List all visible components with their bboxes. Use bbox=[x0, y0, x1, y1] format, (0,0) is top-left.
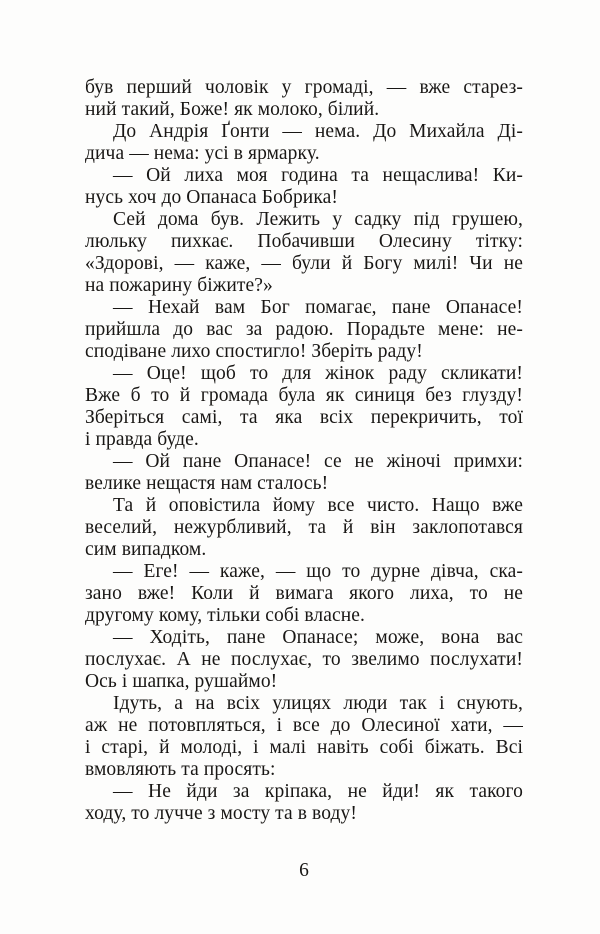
text-line: До Андрія Ґонти — нема. До Михайла Ді- bbox=[113, 121, 523, 142]
text-line: — Ой лиха моя година та нещаслива! Ки- bbox=[113, 165, 523, 186]
text-line: і старі, й молоді, і малі навіть собі біжать. Всі bbox=[85, 737, 523, 758]
text-line: зано вже! Коли й вимага якого лиха, то не bbox=[85, 583, 523, 604]
text-line: — Еге! — каже, — що то дурне дівча, ска- bbox=[113, 561, 523, 582]
text-line: Та й оповістила йому все чисто. Нащо вже bbox=[113, 495, 523, 516]
text-line: Сей дома був. Лежить у садку під грушею, bbox=[113, 209, 523, 230]
text-line: — Ходіть, пане Опанасе; може, вона вас bbox=[113, 627, 523, 648]
text-line: Вже б то й громада була як синиця без глузду! bbox=[85, 385, 523, 406]
text-line: і правда буде. bbox=[85, 429, 199, 450]
text-block bbox=[85, 77, 523, 825]
text-line: люльку пихкає. Побачивши Олесину тітку: bbox=[85, 231, 523, 252]
text-line: другому кому, тільки собі власне. bbox=[85, 605, 365, 626]
text-line: велике нещастя нам сталось! bbox=[85, 473, 329, 494]
text-line: — Нехай вам Бог помагає, пане Опанасе! bbox=[113, 297, 523, 318]
text-line: нусь хоч до Опанаса Бобрика! bbox=[85, 187, 338, 208]
text-line: сим випадком. bbox=[85, 539, 207, 560]
text-line: Ідуть, а на всіх улицях люди так і снують, bbox=[113, 693, 523, 714]
text-line: — Оце! щоб то для жінок раду скликати! bbox=[113, 363, 523, 384]
text-line: Зберіться самі, та яка всіх перекричить, тої bbox=[85, 407, 523, 428]
text-line: прийшла до вас за радою. Порадьте мене: не- bbox=[85, 319, 523, 340]
text-line: вмовляють та просять: bbox=[85, 759, 276, 780]
text-line: Ось і шапка, рушаймо! bbox=[85, 671, 278, 692]
text-line: аж не потовпляться, і все до Олесиної хати, — bbox=[85, 715, 523, 736]
text-line: — Не йди за кріпака, не йди! як такого bbox=[113, 781, 523, 802]
text-line: ний такий, Боже! як молоко, білий. bbox=[85, 99, 380, 120]
text-line: «Здорові, — каже, — були й Богу милі! Чи не bbox=[85, 253, 523, 274]
text-line: був перший чоловік у громаді, — вже старез- bbox=[85, 77, 523, 98]
text-line: дича — нема: усі в ярмарку. bbox=[85, 143, 320, 164]
text-line: — Ой пане Опанасе! се не жіночі примхи: bbox=[113, 451, 523, 472]
text-line: сподіване лихо спостигло! Зберіть раду! bbox=[85, 341, 423, 362]
text-line: на пожарину біжите?» bbox=[85, 275, 273, 296]
text-line: ходу, то лучче з мосту та в воду! bbox=[85, 803, 357, 824]
text-line: послухає. А не послухає, то звелимо послухати! bbox=[85, 649, 523, 670]
text-line: веселий, нежурбливий, та й він заклопотався bbox=[85, 517, 523, 538]
page-number: 6 bbox=[299, 860, 309, 881]
